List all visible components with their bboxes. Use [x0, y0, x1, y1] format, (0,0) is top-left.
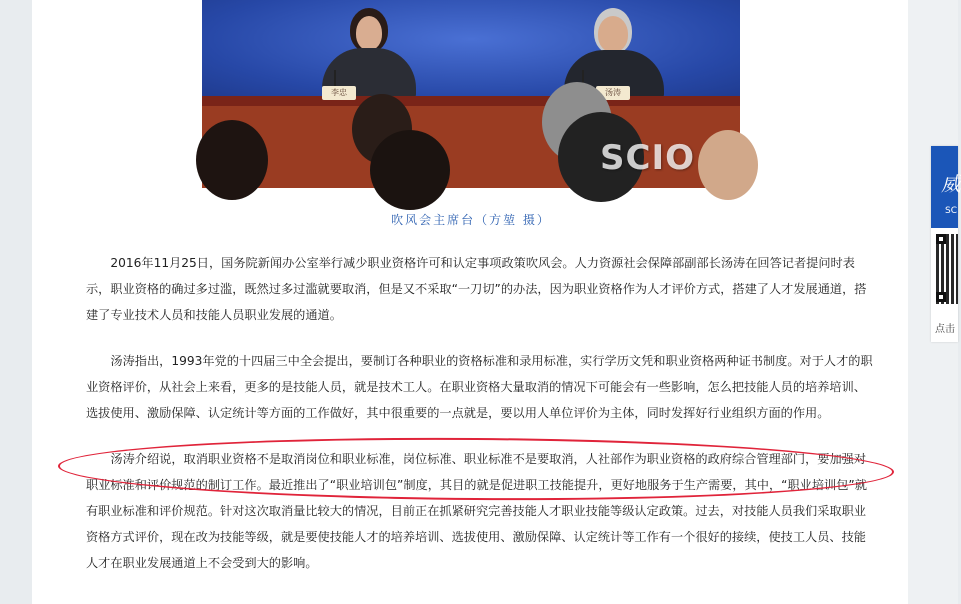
article-paragraph: 2016年11月25日，国务院新闻办公室举行减少职业资格许可和认定事项政策吹风会。人力资源社会保障部副部长汤涛在回答记者提问时表示，职业资格的确过多过滥，既然过多过滥就要取消，但是又不采取“一刀切”的办法，因为职业资格作为人才评价方式，搭建了人才发展通道，搭建了专业技术人员和技能人员职业发展的通道。 — [86, 256, 867, 322]
qr-finder-icon — [936, 234, 946, 244]
side-share-widget[interactable] — [931, 146, 961, 342]
qr-finder-icon — [936, 292, 946, 302]
audience-head — [370, 130, 450, 210]
nameplate-left: 李忠 — [322, 86, 356, 100]
press-conference-photo — [202, 0, 740, 188]
audience-head — [698, 130, 758, 200]
scio-watermark: SCIO — [600, 138, 695, 178]
nameplate-right: 汤涛 — [596, 86, 630, 100]
side-banner[interactable] — [931, 146, 961, 228]
article-paragraph: 汤涛指出，1993年党的十四届三中全会提出，要制订各种职业的资格标准和录用标准，实行学历文凭和职业资格两种证书制度。对于人才的职业资格评价，从社会上来看，更多的是技能人员，就是技术工人。在职业资格大量取消的情况下可能会有一些影响，怎么把技能人员的培养培训、选拔使用、激励保障、认定统计等方面的工作做好，其中很重要的一点就是，要以用人单位评价为主体，同时发挥好行业组织方面的作用。 — [86, 354, 873, 420]
photo-caption: 吹风会主席台（方堃 摄） — [391, 213, 551, 227]
side-banner-glyph: 威 — [941, 172, 961, 196]
side-banner-label: SC — [945, 206, 957, 216]
audience-head — [196, 120, 268, 200]
side-widget-footer[interactable]: 点击 — [935, 324, 955, 335]
article-paragraph: 汤涛介绍说，取消职业资格不是取消岗位和职业标准，岗位标准、职业标准不是要取消，人社部作为职业资格的政府综合管理部门，要加强对职业标准和评价规范的制订工作。最近推出了“职业培训包”制度，其目的就是促进职工技能提升，更好地服务于生产需要，其中，“职业培训包”就有职业标准和评价规范。针对这次取消量比较大的情况，目前正在抓紧研究完善技能人才职业技能等级认定政策。过去，对技能人员我们采取职业资格方式评价，现在改为技能等级，就是要使技能人才的培养培训、选拔使用、激励保障、认定统计等工作有一个很好的接续，使技工人员、技能人才在职业发展通道上不会受到大的影响。 — [86, 452, 867, 570]
